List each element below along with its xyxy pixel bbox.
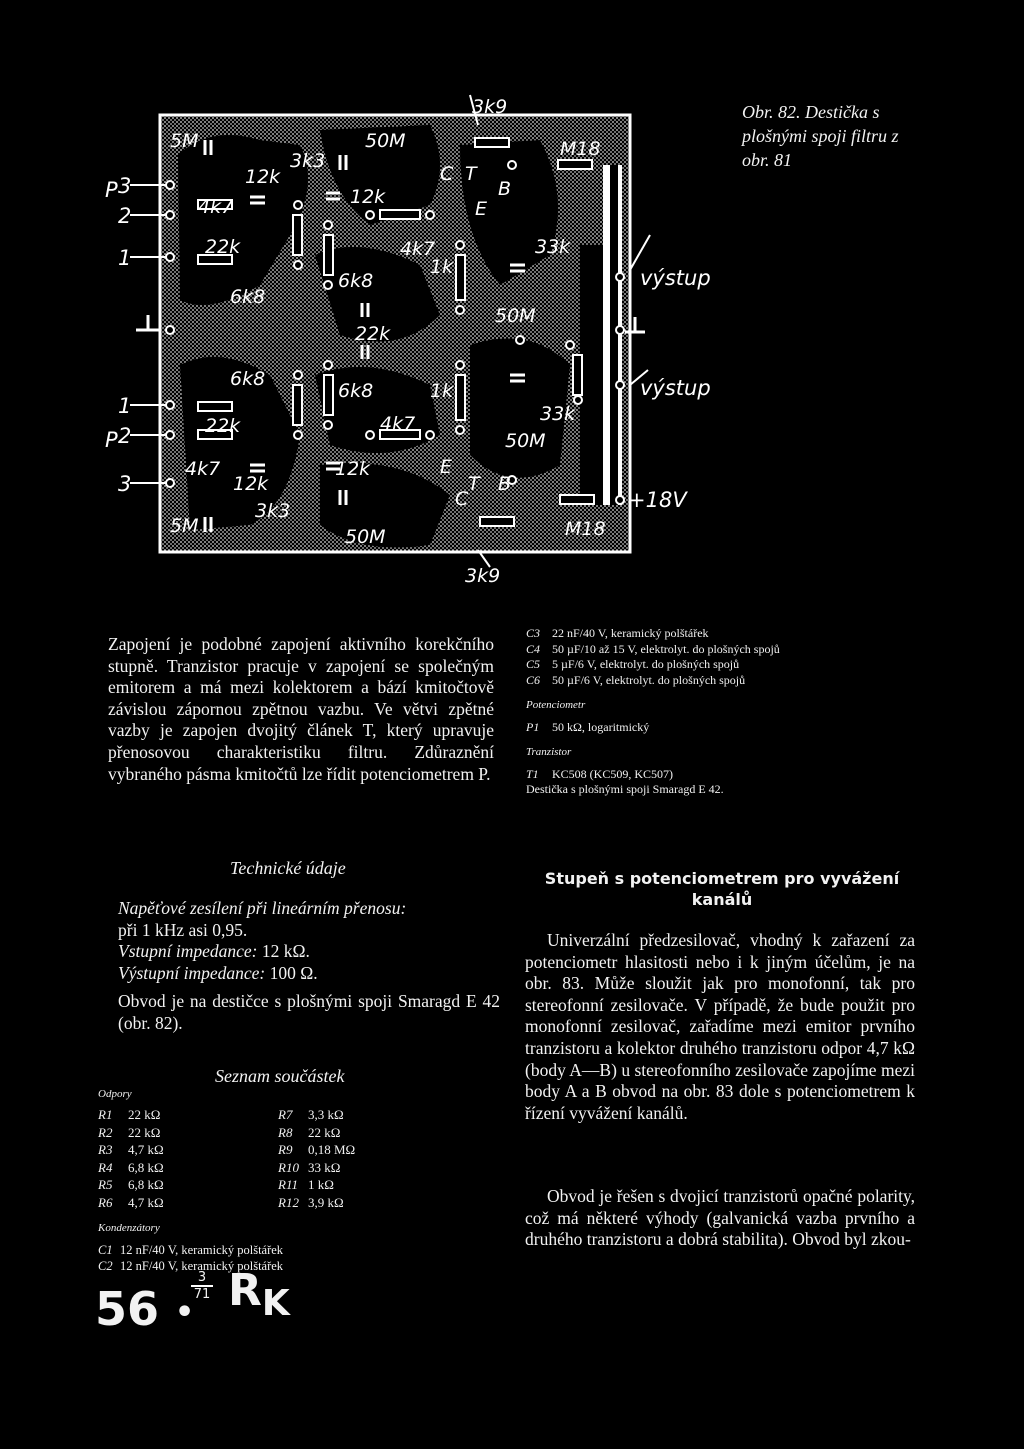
tech-board-note: Obvod je na destičce s plošnými spoji Smaragd E 42 (obr. 82). (118, 991, 500, 1033)
pin-1-bottom: 1 (118, 394, 132, 418)
issue-fraction: 3 71 (191, 1270, 213, 1302)
label-33k-b: 33k (540, 403, 576, 425)
label-33k-a: 33k (535, 236, 571, 258)
label-4k7-a: 4k7 (198, 196, 234, 218)
label-supply: +18V (628, 488, 687, 512)
label-4k7-c: 4k7 (380, 413, 416, 435)
label-12k-d: 12k (335, 458, 371, 480)
pcb-diagram (100, 85, 740, 595)
label-c-top: C (440, 163, 454, 185)
capacitors-heading: Kondenzátory (98, 1222, 160, 1234)
label-22k-c: 22k (205, 415, 241, 437)
list-item: C4 50 µF/10 až 15 V, elektrolyt. do plošných spojů (526, 641, 780, 656)
tech-title: Technické údaje (230, 858, 346, 878)
list-item: P1 50 kΩ, logaritmický (526, 719, 650, 734)
transistor-heading: Tranzistor (526, 746, 572, 758)
parts-continuation (526, 626, 906, 798)
pin-3-bottom: 3 (118, 472, 132, 496)
label-t-bottom: T (468, 473, 480, 495)
label-3k3-top: 3k3 (290, 150, 326, 172)
body-paragraph-1: Univerzální předzesilovač, vhodný k zařazení za potenciometr hlasitosti nebo i k jiným účelům, je na obr. 83. Může sloužit jak pro monofonní, tak pro stereofonní zesilovače. V případě, že bude použit pro monofonní zesilovač, zařadíme mezi emitor prvního tranzistoru a kolektor druhého tranzistoru odpor 4,7 kΩ (body A—B) u stereofonního zesilovače zapojíme mezi body A a B obvod na obr. 83 dole s potenciometrem k řízení vyvážení kanálů. (525, 930, 915, 1123)
label-50m-top: 50M (365, 130, 406, 152)
list-item: T1 KC508 (KC509, KC507) (526, 766, 674, 781)
list-item: C5 5 µF/6 V, elektrolyt. do plošných spojů (526, 657, 740, 671)
label-1k-a: 1k (430, 256, 454, 278)
output-value: 100 Ω. (269, 962, 318, 983)
potentiometer-heading: Potenciometr (526, 699, 586, 711)
label-p-bottom: P (105, 428, 118, 452)
pin-2-top: 2 (118, 204, 132, 228)
label-m18-top: M18 (560, 138, 601, 160)
magazine-logo: $R_K$ (228, 1265, 290, 1324)
resistors-heading: Odpory (98, 1088, 132, 1100)
parts-title: Seznam součástek (215, 1066, 345, 1086)
tech-block (118, 898, 498, 984)
label-5m-bottom: 5M (170, 515, 199, 537)
label-4k7-d: 4k7 (185, 458, 221, 480)
list-item: C1 12 nF/40 V, keramický polštářek (98, 1243, 284, 1257)
gain-value: při 1 kHz asi 0,95. (118, 919, 248, 940)
label-3k3-bottom: 3k3 (255, 500, 291, 522)
label-3k9-top: 3k9 (472, 96, 508, 118)
page-number: 56 • (95, 1282, 195, 1336)
label-6k8-b: 6k8 (338, 270, 374, 292)
label-p-top: P (105, 178, 118, 202)
input-value: 12 kΩ. (261, 941, 310, 961)
pin-2-bottom: 2 (118, 424, 132, 448)
label-12k-a: 12k (245, 166, 281, 188)
list-item: C2 12 nF/40 V, keramický polštářek (98, 1259, 284, 1273)
label-b-top: B (498, 178, 512, 200)
output-label: Výstupní impedance: (118, 962, 266, 983)
label-t-top: T (465, 163, 477, 185)
figure-caption: Obr. 82. Destička s plošnými spoji filtru z obr. 81 (742, 102, 899, 170)
label-m18-bottom: M18 (565, 518, 606, 540)
label-12k-b: 12k (350, 186, 386, 208)
pin-3-top: 3 (118, 174, 132, 198)
label-1k-b: 1k (430, 380, 454, 402)
label-50m-mid-b: 50M (505, 430, 546, 452)
label-e-bottom: E (440, 456, 453, 478)
board-note: Destička s plošnými spoji Smaragd E 42. (526, 782, 724, 796)
label-5m-top: 5M (170, 130, 199, 152)
list-item: C3 22 nF/40 V, keramický polštářek (526, 626, 709, 640)
label-22k-b: 22k (355, 323, 391, 345)
label-6k8-c: 6k8 (230, 368, 266, 390)
label-b-bottom: B (498, 473, 512, 495)
label-vystup-top: výstup (640, 266, 711, 290)
gain-label: Napěťové zesílení při lineárním přenosu: (118, 898, 407, 918)
label-50m-bottom: 50M (345, 526, 386, 548)
pin-1-top: 1 (118, 246, 132, 270)
label-6k8-d: 6k8 (338, 380, 374, 402)
input-label: Vstupní impedance: (118, 941, 258, 961)
label-4k7-b: 4k7 (400, 238, 436, 260)
body-paragraph-2: Obvod je řešen s dvojicí tranzistorů opačné polarity, což má některé výhody (galvanická vazba prvního a druhého tranzistoru a dobrá stabilita). Obvod byl zkou- (525, 1186, 915, 1250)
list-item: C6 50 µF/6 V, elektrolyt. do plošných spojů (526, 672, 746, 687)
label-vystup-bottom: výstup (640, 376, 711, 400)
label-6k8-a: 6k8 (230, 286, 266, 308)
label-3k9-bottom: 3k9 (465, 565, 501, 587)
section-heading: Stupeň s potenciometrem pro vyvážení kanálů (544, 869, 900, 909)
label-22k-a: 22k (205, 236, 241, 258)
resistor-table: R1 22 kΩ R7 3,3 kΩ R2 22 kΩ R8 22 kΩ R3 4,7 kΩ R9 0,18 MΩ R4 6,8 kΩ R10 33 kΩ R5 6,8 kΩ R11 1 kΩ R6 4,7 kΩ R12 3,9 kΩ (98, 1107, 356, 1210)
label-c-bottom: C (455, 488, 469, 510)
intro-paragraph: Zapojení je podobné zapojení aktivního korekčního stupně. Tranzistor pracuje v zapojení se společným emitorem a má mezi kolektorem a bází kmitočtově závislou zápornou zpětnou vazbu. Ve větvi zpětné vazby je zapojen dvojitý článek T, který upravuje přenosovou charakteristiku filtru. Zdůraznění vybraného pásma kmitočtů lze řídit potenciometrem P. (108, 634, 494, 784)
label-50m-mid-a: 50M (495, 305, 536, 327)
label-e-top: E (475, 198, 488, 220)
label-12k-c: 12k (233, 473, 269, 495)
